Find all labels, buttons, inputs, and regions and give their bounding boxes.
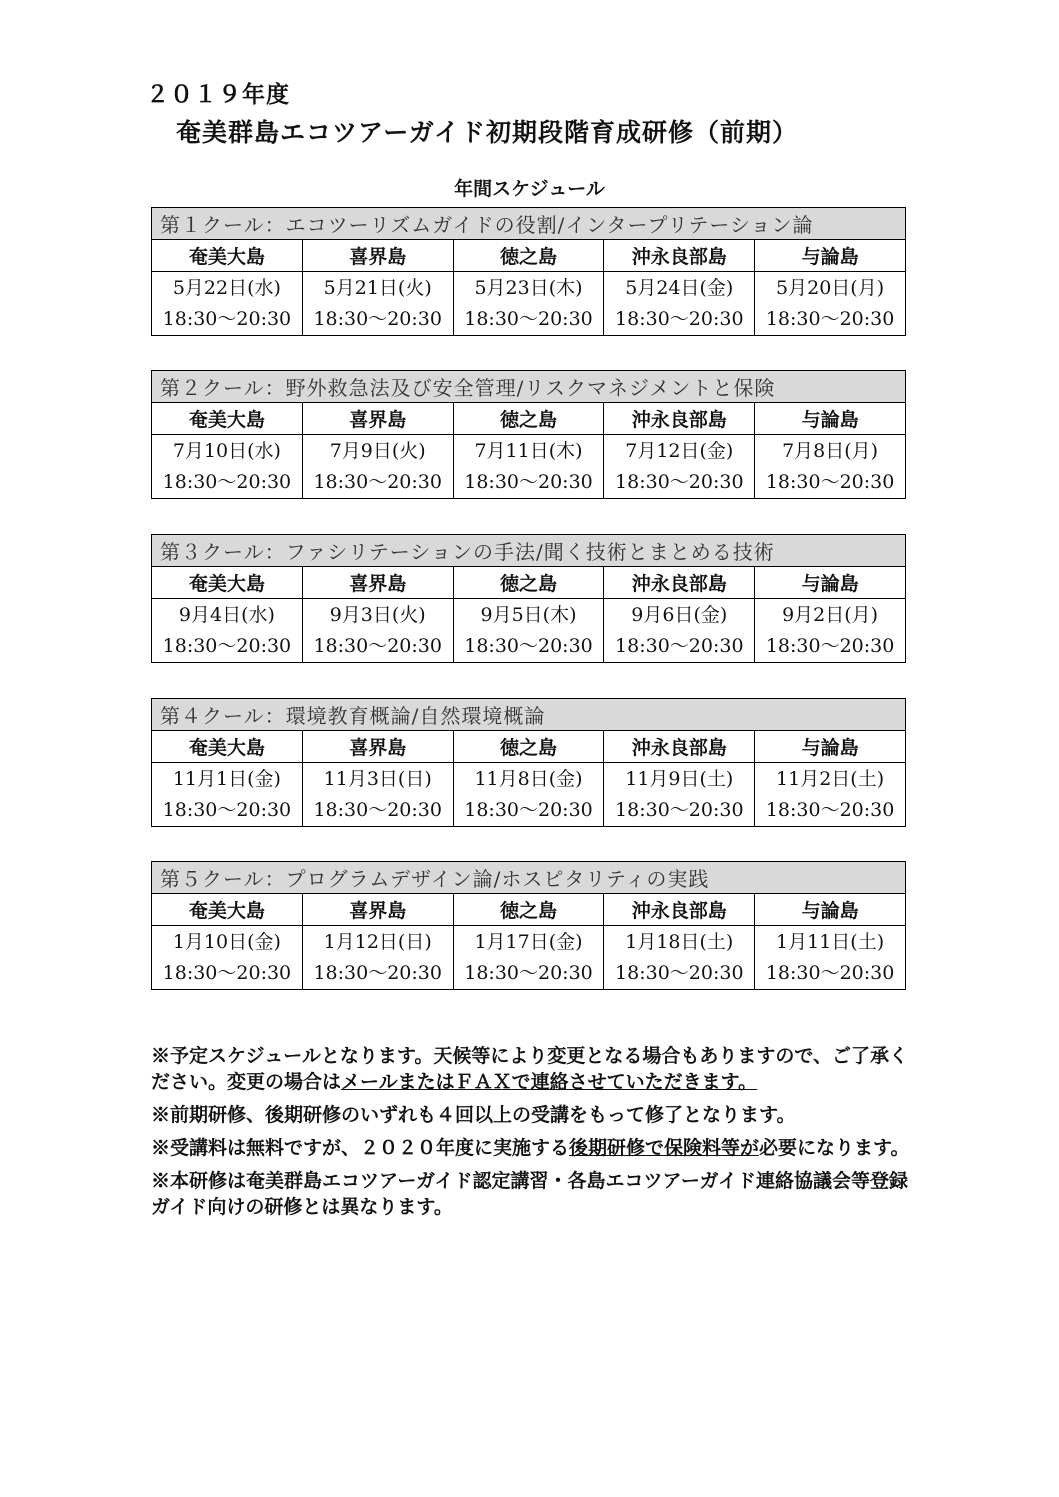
session-time: 18:30〜20:30 [765, 470, 895, 493]
session-time: 18:30〜20:30 [765, 961, 895, 984]
note-fee: ※受講料は無料ですが、２０２０年度に実施する後期研修で保険料等が必要になります。 [151, 1137, 910, 1159]
island-header: 奄美大島 [152, 731, 303, 763]
date-cell [302, 599, 453, 663]
session-time: 18:30〜20:30 [162, 634, 292, 657]
date-cell [302, 763, 453, 827]
date-cell [453, 272, 604, 336]
island-header: 喜界島 [302, 567, 453, 599]
session-time: 18:30〜20:30 [313, 961, 442, 984]
session-date: 7月9日(火) [329, 439, 426, 462]
island-header: 与論島 [755, 894, 906, 926]
island-header: 奄美大島 [152, 240, 303, 272]
session-time: 18:30〜20:30 [464, 470, 593, 493]
session-time: 18:30〜20:30 [615, 961, 744, 984]
session-time: 18:30〜20:30 [615, 307, 744, 330]
session-time: 18:30〜20:30 [313, 470, 442, 493]
island-header: 沖永良部島 [604, 240, 755, 272]
session-date: 7月8日(月) [782, 439, 879, 462]
cours-2-table [151, 370, 906, 499]
island-header: 喜界島 [302, 731, 453, 763]
session-time: 18:30〜20:30 [464, 634, 593, 657]
session-time: 18:30〜20:30 [162, 470, 292, 493]
session-date: 5月22日(水) [172, 276, 281, 299]
island-header: 与論島 [755, 403, 906, 435]
date-cell [604, 763, 755, 827]
schedule-subtitle: 年間スケジュール [454, 178, 605, 200]
island-header: 徳之島 [453, 731, 604, 763]
session-date: 11月8日(金) [474, 767, 583, 790]
session-date: 5月21日(火) [323, 276, 432, 299]
date-cell [453, 926, 604, 990]
document-title: 奄美群島エコツアーガイド初期段階育成研修（前期） [176, 118, 799, 147]
session-date: 1月18日(土) [625, 930, 734, 953]
date-cell [755, 435, 906, 499]
island-header: 与論島 [755, 731, 906, 763]
cours-heading: 第５クール：プログラムデザイン論/ホスピタリティの実践 [152, 862, 906, 894]
session-time: 18:30〜20:30 [313, 798, 442, 821]
island-header: 与論島 [755, 240, 906, 272]
session-time: 18:30〜20:30 [313, 307, 442, 330]
session-date: 5月20日(月) [776, 276, 885, 299]
session-time: 18:30〜20:30 [313, 634, 442, 657]
session-date: 9月6日(金) [631, 603, 728, 626]
session-date: 9月3日(火) [329, 603, 426, 626]
island-header: 徳之島 [453, 403, 604, 435]
date-cell [152, 763, 303, 827]
date-cell [152, 926, 303, 990]
date-cell [755, 599, 906, 663]
island-header: 奄美大島 [152, 894, 303, 926]
island-header: 与論島 [755, 567, 906, 599]
date-cell [604, 272, 755, 336]
cours-5-table [151, 861, 906, 990]
date-cell [302, 926, 453, 990]
session-date: 5月24日(金) [625, 276, 734, 299]
note-difference: ※本研修は奄美群島エコツアーガイド認定講習・各島エコツアーガイド連絡協議会等登録ガイド向けの研修とは異なります。 [151, 1170, 908, 1218]
session-date: 7月10日(水) [172, 439, 281, 462]
session-date: 1月12日(日) [323, 930, 432, 953]
cours-3-table [151, 534, 906, 663]
session-date: 11月9日(土) [625, 767, 734, 790]
session-time: 18:30〜20:30 [615, 634, 744, 657]
session-date: 7月12日(金) [625, 439, 734, 462]
date-cell [302, 272, 453, 336]
island-header: 喜界島 [302, 403, 453, 435]
cours-heading: 第３クール：ファシリテーションの手法/聞く技術とまとめる技術 [152, 535, 906, 567]
date-cell [302, 435, 453, 499]
cours-heading: 第４クール：環境教育概論/自然環境概論 [152, 699, 906, 731]
session-date: 9月5日(木) [480, 603, 577, 626]
date-cell [755, 926, 906, 990]
cours-4-table [151, 698, 906, 827]
date-cell [604, 599, 755, 663]
island-header: 沖永良部島 [604, 567, 755, 599]
session-date: 9月2日(月) [782, 603, 879, 626]
date-cell [152, 599, 303, 663]
date-cell [453, 763, 604, 827]
island-header: 奄美大島 [152, 567, 303, 599]
session-date: 1月11日(土) [776, 930, 885, 953]
session-time: 18:30〜20:30 [464, 798, 593, 821]
session-date: 1月10日(金) [172, 930, 281, 953]
session-time: 18:30〜20:30 [765, 798, 895, 821]
session-date: 11月3日(日) [323, 767, 432, 790]
session-time: 18:30〜20:30 [162, 961, 292, 984]
date-cell [453, 599, 604, 663]
island-header: 徳之島 [453, 894, 604, 926]
date-cell [152, 272, 303, 336]
session-time: 18:30〜20:30 [162, 798, 292, 821]
note-schedule-change: ※予定スケジュールとなります。天候等により変更となる場合もありますので、ご了承ください。変更の場合はメールまたはＦＡＸで連絡させていただきます。 [151, 1045, 908, 1093]
island-header: 奄美大島 [152, 403, 303, 435]
session-time: 18:30〜20:30 [464, 307, 593, 330]
session-date: 9月4日(水) [178, 603, 275, 626]
island-header: 沖永良部島 [604, 403, 755, 435]
island-header: 沖永良部島 [604, 731, 755, 763]
session-date: 11月2日(土) [776, 767, 885, 790]
document-year: ２０１９年度 [146, 81, 290, 108]
session-date: 7月11日(木) [474, 439, 583, 462]
date-cell [453, 435, 604, 499]
island-header: 喜界島 [302, 894, 453, 926]
session-date: 5月23日(木) [474, 276, 583, 299]
cours-heading: 第２クール：野外救急法及び安全管理/リスクマネジメントと保険 [152, 371, 906, 403]
date-cell [755, 272, 906, 336]
cours-heading: 第１クール：エコツーリズムガイドの役割/インタープリテーション論 [152, 208, 906, 240]
island-header: 徳之島 [453, 567, 604, 599]
island-header: 沖永良部島 [604, 894, 755, 926]
island-header: 喜界島 [302, 240, 453, 272]
session-time: 18:30〜20:30 [765, 307, 895, 330]
island-header: 徳之島 [453, 240, 604, 272]
session-date: 11月1日(金) [172, 767, 281, 790]
session-date: 1月17日(金) [474, 930, 583, 953]
date-cell [152, 435, 303, 499]
cours-1-table [151, 207, 906, 336]
date-cell [755, 763, 906, 827]
session-time: 18:30〜20:30 [615, 470, 744, 493]
date-cell [604, 435, 755, 499]
date-cell [604, 926, 755, 990]
notes-section [151, 1043, 921, 1227]
note-completion: ※前期研修、後期研修のいずれも４回以上の受講をもって修了となります。 [151, 1104, 796, 1126]
session-time: 18:30〜20:30 [615, 798, 744, 821]
session-time: 18:30〜20:30 [765, 634, 895, 657]
session-time: 18:30〜20:30 [464, 961, 593, 984]
session-time: 18:30〜20:30 [162, 307, 292, 330]
